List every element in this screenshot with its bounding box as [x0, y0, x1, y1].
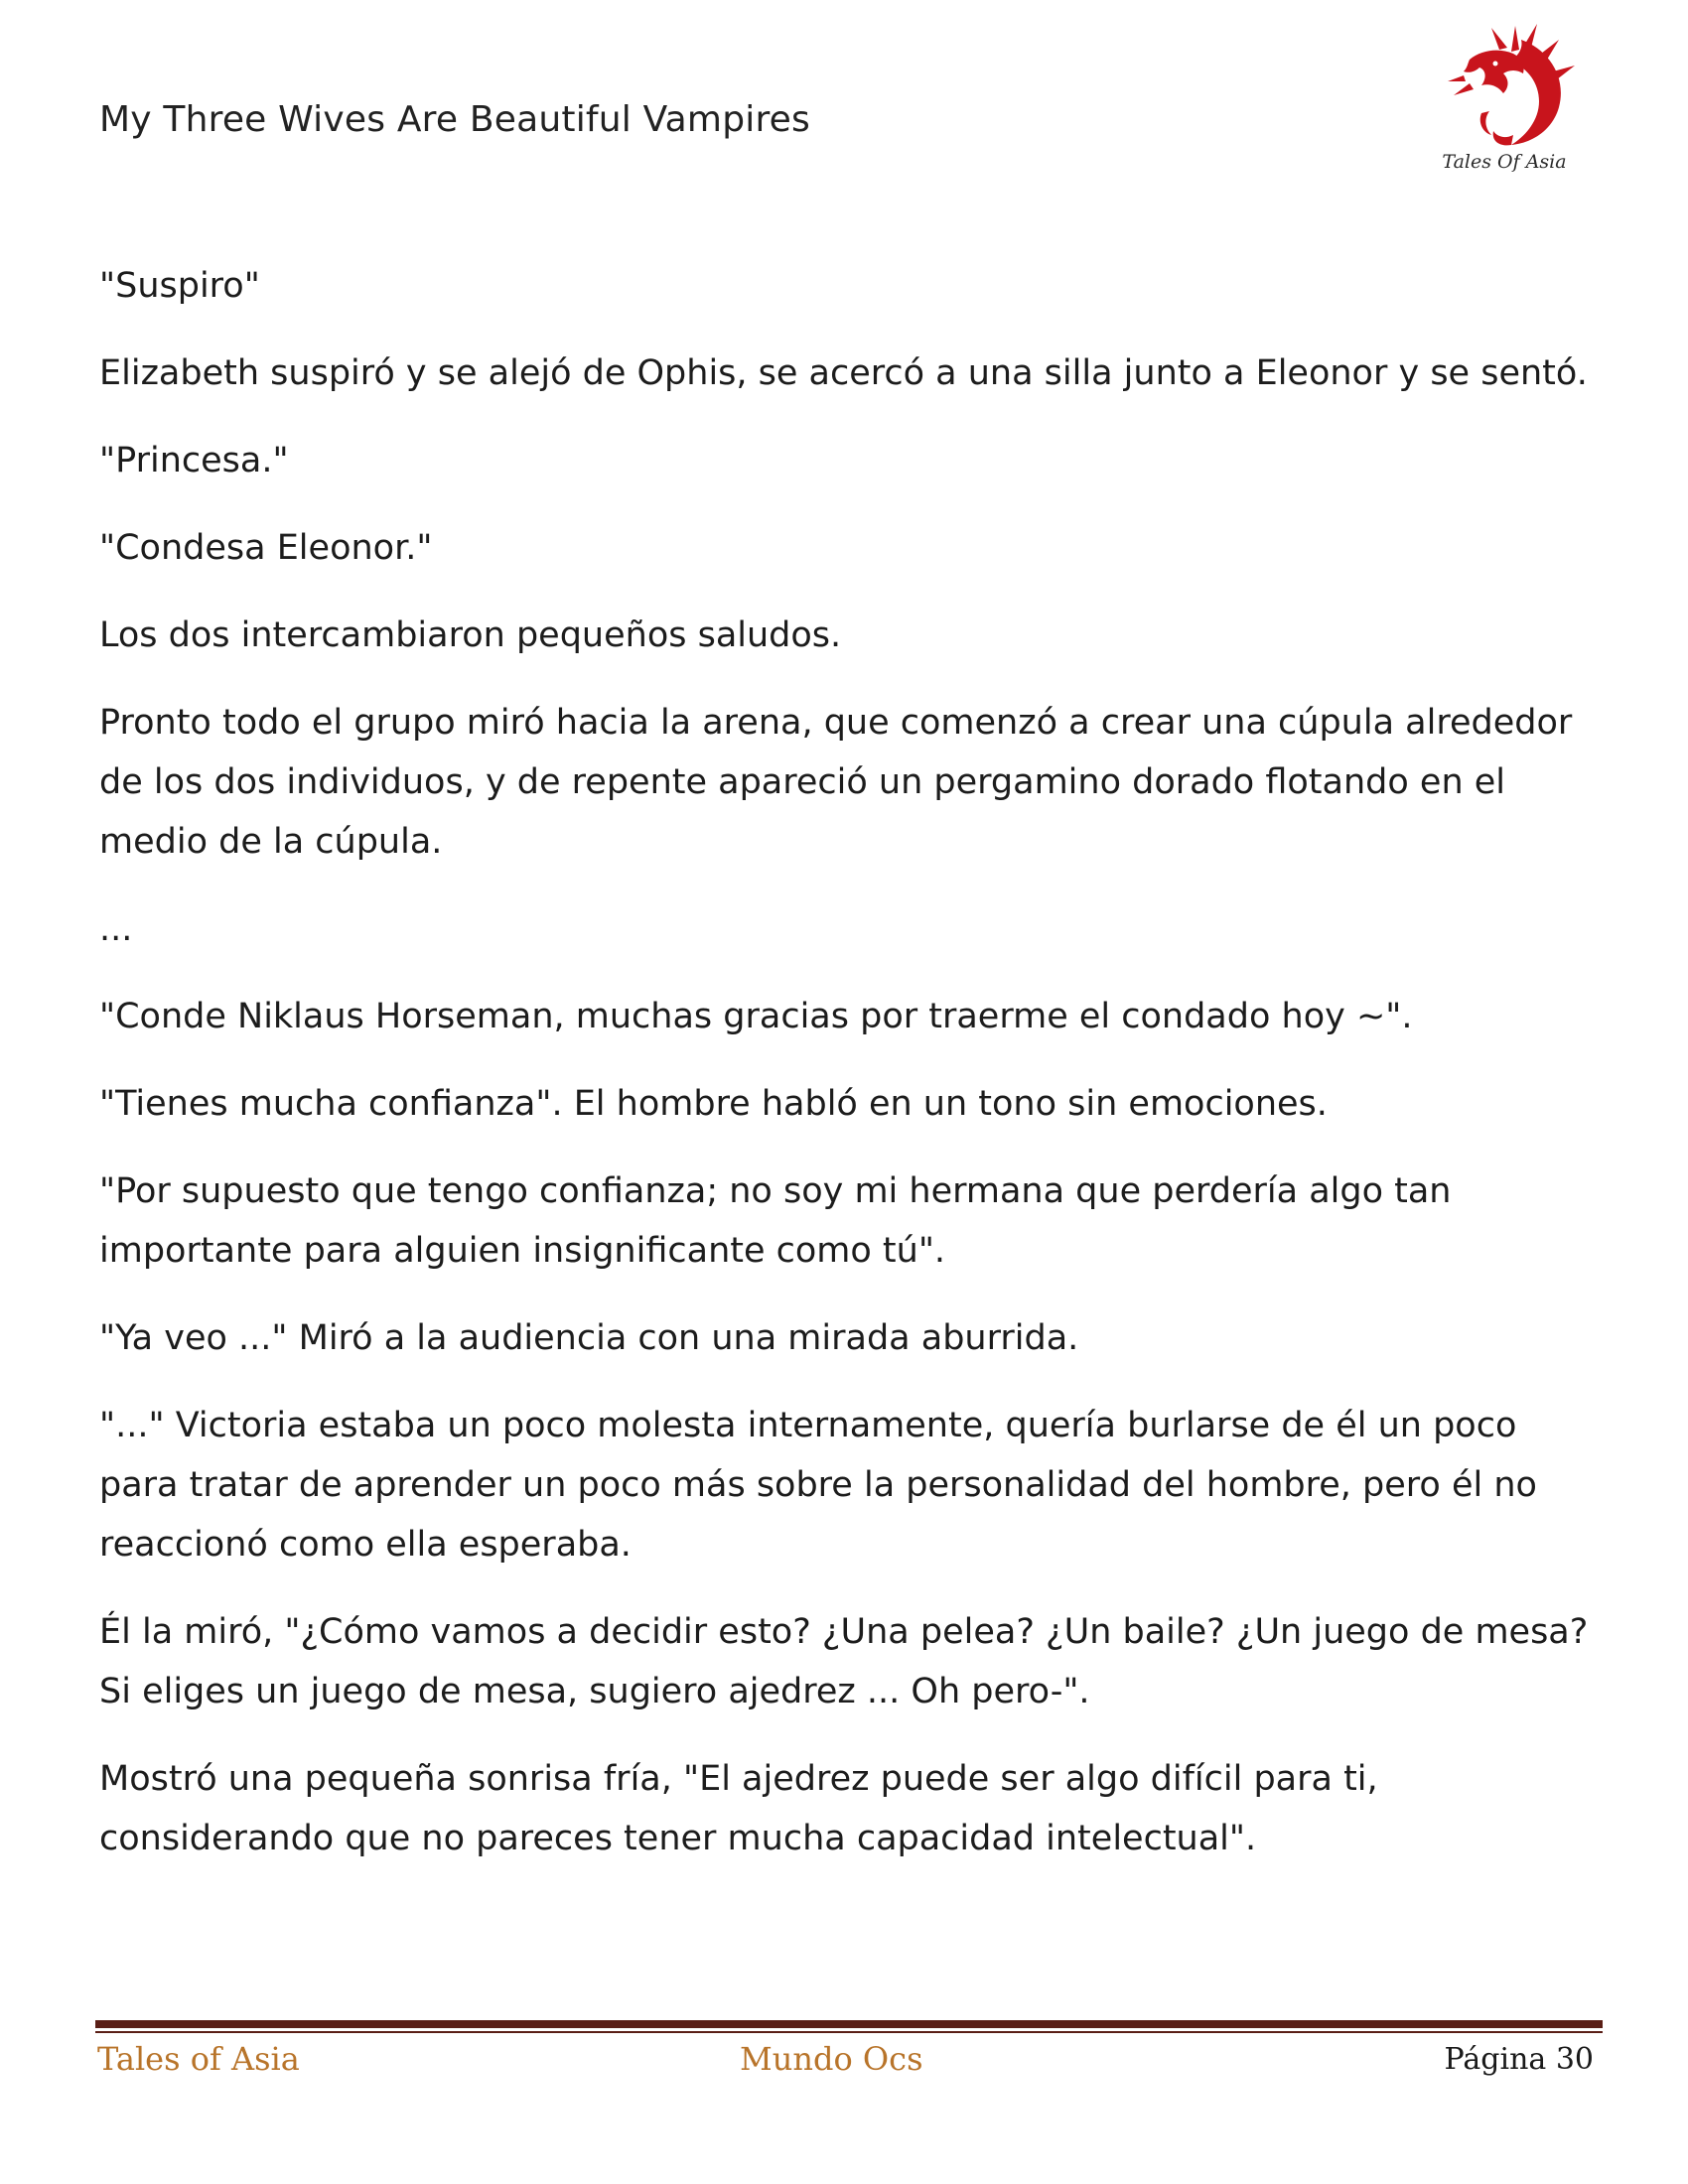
footer-section: Mundo Ocs [740, 2040, 923, 2078]
paragraph: Los dos intercambiaron pequeños saludos. [99, 615, 842, 655]
chapter-body [99, 256, 1599, 1896]
document-title: My Three Wives Are Beautiful Vampires [99, 99, 810, 140]
paragraph: Mostró una pequeña sonrisa fría, "El ajedrez puede ser algo difícil para ti, considerando que no pareces tener mucha capacidad intelectual". [99, 1759, 1378, 1858]
footer-divider-thin [95, 2031, 1603, 2033]
paragraph: "Condesa Eleonor." [99, 528, 433, 568]
red-dragon-icon [1430, 20, 1579, 154]
paragraph: Él la miró, "¿Cómo vamos a decidir esto? ¿Una pelea? ¿Un baile? ¿Un juego de mesa? Si eliges un juego de mesa, sugiero ajedrez ... Oh pero-". [99, 1612, 1589, 1711]
paragraph: "Por supuesto que tengo confianza; no soy mi hermana que perdería algo tan importante para alguien insignificante como tú". [99, 1171, 1452, 1271]
tales-of-asia-logo [1430, 20, 1579, 184]
paragraph: Pronto todo el grupo miró hacia la arena, que comenzó a crear una cúpula alrededor de los dos individuos, y de repente apareció un pergamino dorado flotando en el medio de la cúpula. [99, 703, 1573, 862]
paragraph: ... [99, 909, 133, 949]
paragraph: Elizabeth suspiró y se alejó de Ophis, se acercó a una silla junto a Eleonor y se sentó. [99, 353, 1588, 393]
footer-publisher: Tales of Asia [97, 2040, 300, 2078]
paragraph: "Princesa." [99, 441, 289, 480]
page-number: Página 30 [1444, 2042, 1594, 2077]
footer-divider [95, 2020, 1603, 2028]
paragraph: "Suspiro" [99, 266, 260, 306]
logo-text: Tales Of Asia [1442, 151, 1567, 173]
paragraph: "..." Victoria estaba un poco molesta internamente, quería burlarse de él un poco para tratar de aprender un poco más sobre la personalidad del hombre, pero él no reaccionó como ella esperaba. [99, 1406, 1537, 1565]
paragraph: "Conde Niklaus Horseman, muchas gracias por traerme el condado hoy ~". [99, 997, 1413, 1036]
paragraph: "Tienes mucha confianza". El hombre habló en un tono sin emociones. [99, 1084, 1328, 1124]
paragraph: "Ya veo ..." Miró a la audiencia con una mirada aburrida. [99, 1318, 1079, 1358]
